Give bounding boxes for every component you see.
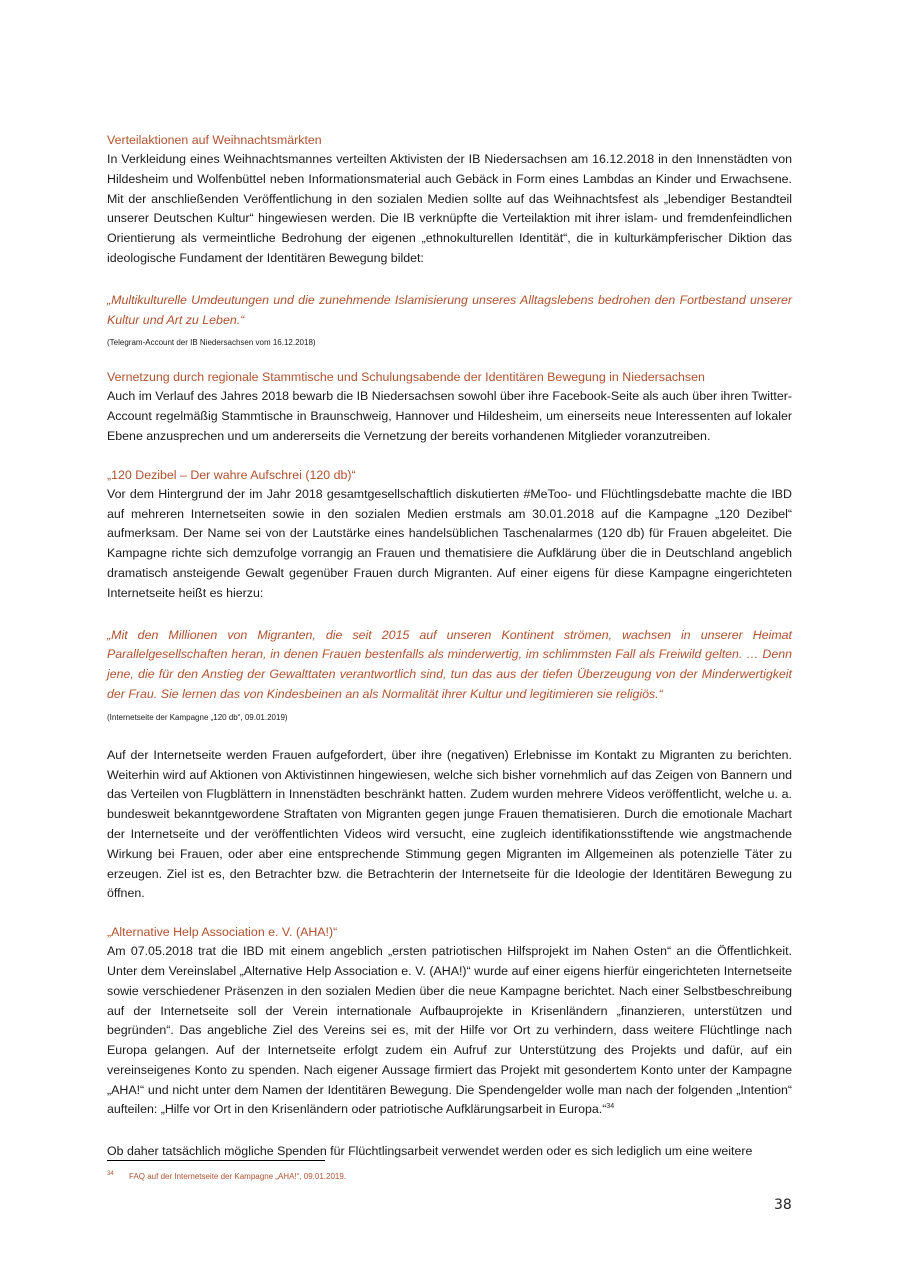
quote-telegram: „Multikulturelle Umdeutungen und die zunehmende Islamisierung unseres Alltagslebens bedrohen den Fortbestand unserer Kultur und Art zu Leben.“ bbox=[107, 292, 792, 327]
section-body-120-dezibel: Vor dem Hintergrund der im Jahr 2018 gesamtgesellschaftlich diskutierten #MeToo- und Flüchtlingsdebatte machte die IBD auf mehreren Internetseiten sowie in den sozialen Medien erstmals am 30.01.2018 auf die Kampagne „120 Dezibel“ aufmerksam. Der Name sei von der Lautstärke eines handelsüblichen Taschenalarmes (120 db) für Frauen abgeleitet. Die Kampagne richte sich demzufolge vorrangig an Frauen und thematisiere die Aufklärung über die in Deutschland angeblich dramatisch ansteigende Gewalt gegenüber Frauen durch Migranten. Auf einer eigens für diese Kampagne eingerichteten Internetseite heißt es hierzu: bbox=[107, 486, 792, 600]
footnote-text: FAQ auf der Internetseite der Kampagne „AHA!“, 09.01.2019. bbox=[129, 1172, 347, 1181]
section-heading-weihnachtsmaerkte: Verteilaktionen auf Weihnachtsmärkten bbox=[107, 133, 322, 147]
section-heading-120-dezibel: „120 Dezibel – Der wahre Aufschrei (120 db)“ bbox=[107, 467, 356, 482]
quote-120-db: „Mit den Millionen von Migranten, die seit 2015 auf unseren Kontinent strömen, wachsen in unserer Heimat Parallelgesellschaften heran, in denen Frauen bestenfalls als minderwertig, im schlimmsten Fall als Freiwild gelten. … Denn jene, die für den Anstieg der Gewalttaten verantwortlich sind, tun das aus der tiefen Überzeugung von der Minderwertigkeit der Frau. Sie lernen das von Kindesbeinen an als Normalität ihrer Kultur und legitimieren sie religiös.“ bbox=[107, 627, 792, 701]
quote-source-telegram: (Telegram-Account der IB Niedersachsen vom 16.12.2018) bbox=[107, 338, 316, 348]
quote-source-120-db: (Internetseite der Kampagne „120 db“, 09.01.2019) bbox=[107, 712, 288, 722]
section-heading-aha: „Alternative Help Association e. V. (AHA!)“ bbox=[107, 925, 338, 940]
section-body-120-dezibel-continued: Auf der Internetseite werden Frauen aufgefordert, über ihre (negativen) Erlebnisse im Kontakt zu Migranten zu berichten. Weiterhin wird auf Aktionen von Aktivistinnen hingewiesen, welche sich bisher vornehmlich auf das Zeigen von Bannern und das Verteilen von Flugblättern in Innenstädten beschränkt hatten. Zudem wurden mehrere Videos veröffentlicht, welche u. a. bundesweit bekanntgewordene Straftaten von Migranten gegen junge Frauen thematisieren. Durch die emotionale Machart der Internetseite und der veröffentlichten Videos wird versucht, eine zugleich identifikationsstiftende wie angstmachende Wirkung bei Frauen, oder aber eine entsprechende Stimmung gegen Migranten im Allgemeinen als potenzielle Täter zu erzeugen. Ziel ist es, den Betrachter bzw. die Betrachterin der Internetseite für die Ideologie der Identitären Bewegung zu öffnen. bbox=[107, 747, 792, 901]
page-content bbox=[107, 130, 792, 1162]
section-body-weihnachtsmaerkte: In Verkleidung eines Weihnachtsmannes verteilten Aktivisten der IB Niedersachsen am 16.12.2018 in den Innenstädten von Hildesheim und Wolfenbüttel neben Informationsmaterial auch Gebäck in Form eines Lambdas an Kinder und Erwachsene. Mit der anschließenden Veröffentlichung in den sozialen Medien sollte auf das Weihnachtsfest als „lebendiger Bestandteil unserer Deutschen Kultur“ hingewiesen werden. Die IB verknüpfte die Verteilaktion mit ihrer islam- und fremdenfeindlichen Orientierung als vermeintliche Bedrohung der eigenen „ethnokulturellen Identität“, die in kulturkämpferischer Diktion das ideologische Fundament der Identitären Bewegung bildet: bbox=[107, 152, 792, 265]
footnote: 34 FAQ auf der Internetseite der Kampagne „AHA!“, 09.01.2019. bbox=[107, 1171, 347, 1181]
footnote-reference[interactable]: 34 bbox=[606, 1103, 615, 1111]
section-body-aha bbox=[107, 942, 792, 1120]
section-body-stammtische: Auch im Verlauf des Jahres 2018 bewarb die IB Niedersachsen sowohl über ihre Facebook-Seite als auch über ihren Twitter-Account regelmäßig Stammtische in Braunschweig, Hannover und Hildesheim, um einerseits neue Interessenten auf lokaler Ebene anzusprechen und um andererseits die Vernetzung der bereits vorhandenen Mitglieder voranzutreiben. bbox=[107, 389, 792, 443]
section-body-aha-continued: Ob daher tatsächlich mögliche Spenden für Flüchtlingsarbeit verwendet werden oder es sich lediglich um eine weitere bbox=[107, 1144, 753, 1159]
section-body-aha-text: Am 07.05.2018 trat die IBD mit einem angeblich „ersten patriotischen Hilfsprojekt im Nahen Osten“ an die Öffentlichkeit. Unter dem Vereinslabel „Alternative Help Association e. V. (AHA!)“ wurde auf einer eigens hierfür eingerichteten Internetseite sowie verschiedener Präsenzen in den sozialen Medien über die neue Kampagne berichtet. Nach einer Selbstbeschreibung auf der Internetseite soll der Verein internationale Aufbauprojekte in Krisenländern „finanzieren, unterstützen und begründen“. Das angebliche Ziel des Vereins sei es, mit der Hilfe vor Ort zu verhindern, dass weitere Flüchtlinge nach Europa gelangen. Auf der Internetseite erfolgt zudem ein Aufruf zur Unterstützung des Projekts und dafür, auf ein vereinseigenes Konto zu spenden. Nach eigener Aussage firmiert das Projekt mit gesondertem Konto unter der Kampagne „AHA!“ und nicht unter dem Namen der Identitären Bewegung. Die Spendengelder wolle man nach der folgenden „Intention“ aufteilen: „Hilfe vor Ort in den Krisenländern oder patriotische Aufklärungsarbeit in Europa.“ bbox=[107, 944, 792, 1117]
footnote-divider bbox=[107, 1160, 325, 1161]
section-heading-stammtische: Vernetzung durch regionale Stammtische und Schulungsabende der Identitären Bewegung in Niedersachsen bbox=[107, 370, 705, 385]
page-number: 38 bbox=[774, 1197, 792, 1213]
